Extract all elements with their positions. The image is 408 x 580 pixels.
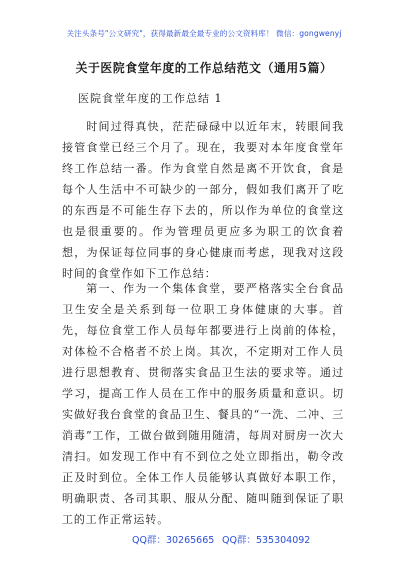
- body-paragraph-2: 第一、作为一个集体食堂，要严格落实全台食品卫生安全是关系到每一位职工身体健康的大事。首先，每位食堂工作人员每年都要进行上岗前的体检，对体检不合格者不於上岗。其次，不定期对工作人员进行思想教育、贯彻落实食品卫生法的要求等。通过学习，提高工作人员在工作中的服务质量和意识。切实做好我台食堂的食品卫生、餐具的“一洗、二冲、三消毒”工作，工做台做到随用随清，每周对厨房一次大清扫。如发现工作中有不到位之处立即指出，勒令改正及时到位。全体工作人员能够认真做好本职工作，明确职责、各司其职、服从分配、随叫随到保证了职工的工作正常运转。: [62, 282, 344, 526]
- section-heading: 医院食堂年度的工作总结 1: [78, 92, 223, 105]
- document-title: 关于医院食堂年度的工作总结范文（通用5篇）: [75, 61, 333, 75]
- footer-qq-group-1: QQ群：30265665: [132, 535, 215, 546]
- header-banner: 关注头条号"公文研究"，获得最新最全最专业的公文资料库！ 微信：gongwenyj: [66, 29, 342, 38]
- body-paragraph-1: 时间过得真快，茫茫碌碌中以近年末，转眼间我接管食堂已经三个月了。现在，我要对本年度食堂年终工作总结一番。作为食堂自然是离不开饮食，食是每个人生活中不可缺少的一部分，假如我们离开了吃的东西是不可能生存下去的，所以作为单位的食堂这也是很重要的。作为管理员更应多为职工的饮食着想，为保证每位同事的身心健康而考虑，现我对这段时间的食堂作如下工作总结：: [62, 120, 344, 280]
- footer-qq-group-2: QQ群：535304092: [222, 535, 311, 546]
